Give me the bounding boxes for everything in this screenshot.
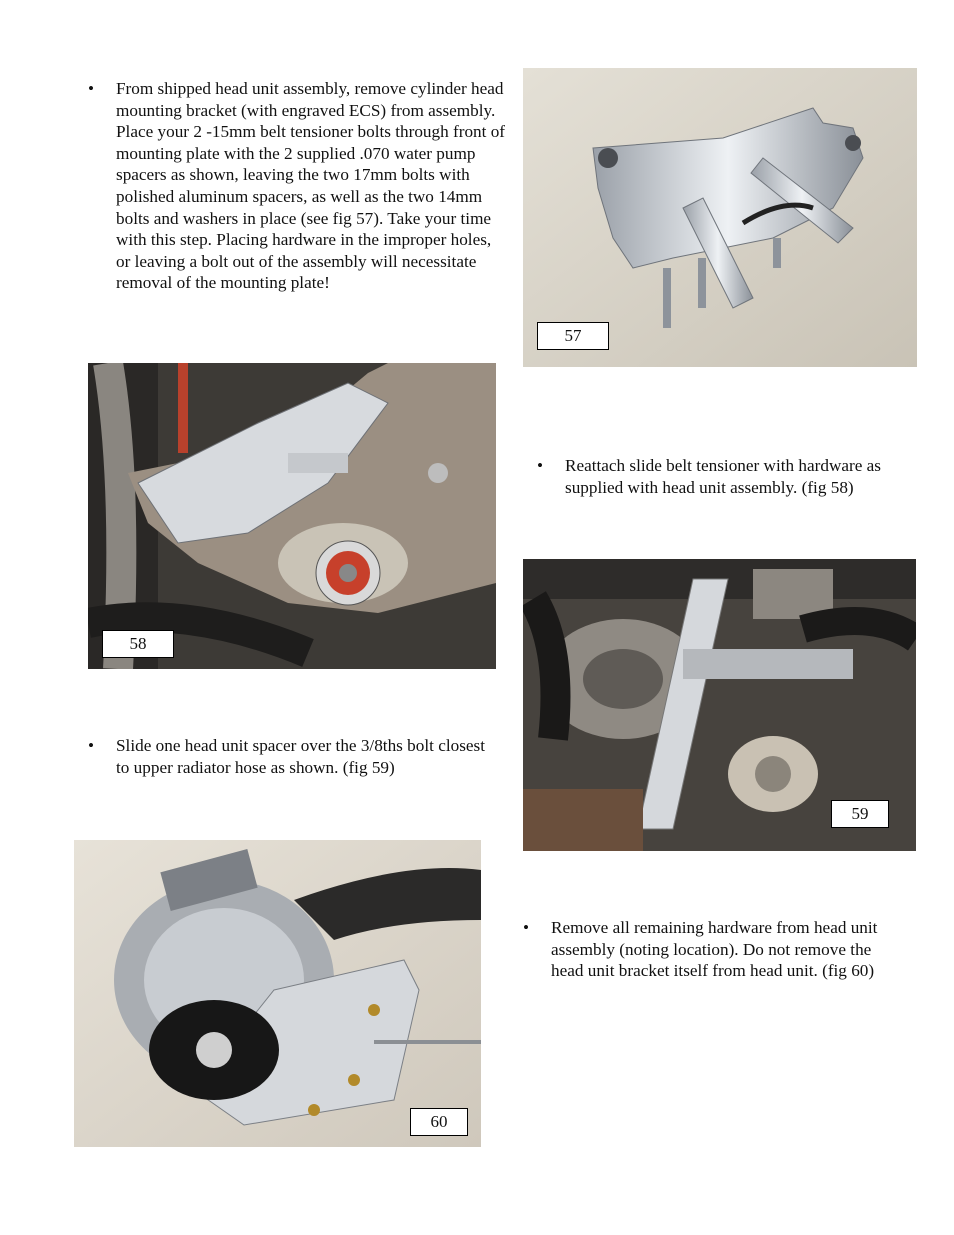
figure-59-label: 59 — [831, 800, 889, 828]
instruction-1 — [88, 78, 508, 294]
instruction-3 — [88, 735, 488, 778]
bullet-marker: • — [88, 79, 95, 98]
instruction-2 — [537, 455, 907, 498]
figure-60-photo — [74, 840, 481, 1147]
instruction-2-text: Reattach slide belt tensioner with hardware as supplied with head unit assembly. (fig 58) — [565, 456, 881, 497]
figure-58-label: 58 — [102, 630, 174, 658]
bullet-marker: • — [88, 736, 95, 755]
bullet-marker: • — [523, 918, 530, 937]
instruction-4-text: Remove all remaining hardware from head unit assembly (noting location). Do not remove the head unit bracket itself from head unit. (fig 60) — [551, 918, 878, 981]
figure-57-label: 57 — [537, 322, 609, 350]
instruction-3-text: Slide one head unit spacer over the 3/8ths bolt closest to upper radiator hose as shown. (fig 59) — [116, 736, 485, 777]
instruction-4 — [523, 917, 903, 982]
instruction-1-text: From shipped head unit assembly, remove cylinder head mounting bracket (with engraved ECS) from assembly. Place your 2 -15mm belt tensioner bolts through front of mounting plate with the 2 supplied .070 water pump spacers as shown, leaving the two 17mm bolts with polished aluminum spacers, as well as the two 14mm bolts and washers in place (see fig 57). Take your time with this step. Placing hardware in the improper holes, or leaving a bolt out of the assembly will necessitate removal of the mounting plate! — [116, 79, 506, 293]
figure-60-label: 60 — [410, 1108, 468, 1136]
bullet-marker: • — [537, 456, 544, 475]
figure-58-photo — [88, 363, 496, 669]
